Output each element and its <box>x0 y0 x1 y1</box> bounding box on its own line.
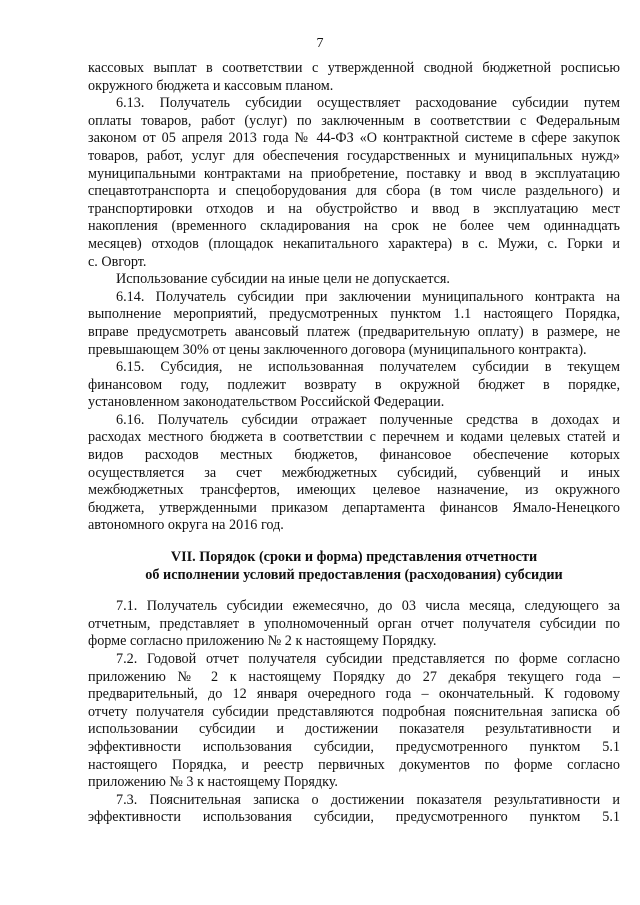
text-line: 6.15. Субсидия, не использованная получателем субсидии в текущем <box>116 359 620 376</box>
text-line: 6.13. Получатель субсидии осуществляет расходование субсидии путем <box>116 95 620 112</box>
text-line: превышающем 30% от цены заключенного договора (муниципального контракта). <box>88 341 587 358</box>
paragraph-6-15 <box>88 359 620 412</box>
text-line: осуществляется за счет межбюджетных субсидий, субвенций и иных <box>88 464 620 481</box>
text-line: 7.1. Получатель субсидии ежемесячно, до 03 числа месяца, следующего за <box>116 598 620 615</box>
text-line: эффективности использования субсидии, предусмотренного пунктом 5.1 <box>88 738 620 755</box>
paragraph-other-use <box>88 271 620 289</box>
text-line: выполнение мероприятий, предусмотренных пунктом 1.1 настоящего Порядка, <box>88 306 620 323</box>
text-line: оплаты товаров, работ (услуг) по заключенным в соответствии с Федеральным <box>88 112 620 129</box>
spacer <box>88 535 620 549</box>
text-line: видов расходов местных бюджетов, финансовое обеспечение которых <box>88 447 620 464</box>
paragraph-continuation <box>88 60 620 95</box>
text-line: настоящего Порядка, и реестр первичных документов по форме согласно <box>88 756 620 773</box>
paragraph-6-16 <box>88 412 620 535</box>
paragraph-7-2 <box>88 651 620 792</box>
spacer <box>88 584 620 598</box>
text-line: 6.16. Получатель субсидии отражает полученные средства в доходах и <box>116 411 620 428</box>
text-line: Использование субсидии на иные цели не допускается. <box>116 271 450 288</box>
text-line: финансовом году, подлежит возврату в окружной бюджет в порядке, <box>88 376 620 393</box>
text-line: межбюджетных трансфертов, имеющих целевое назначение, из окружного <box>88 482 620 499</box>
paragraph-7-1 <box>88 598 620 651</box>
text-line: установленном законодательством Российской Федерации. <box>88 394 445 411</box>
text-line: вправе предусмотреть авансовый платеж (предварительную оплату) в размере, не <box>88 323 620 340</box>
text-line: предварительный, до 12 января очередного года – окончательный. К годовому <box>88 686 620 703</box>
section-heading <box>88 549 620 584</box>
text-line: приложению № 3 к настоящему Порядку. <box>88 774 338 791</box>
text-line: автономного округа на 2016 год. <box>88 517 284 534</box>
document-body <box>88 60 620 827</box>
text-line: 6.14. Получатель субсидии при заключении муниципального контракта на <box>116 288 620 305</box>
text-line: эффективности использования субсидии, предусмотренного пунктом 5.1 <box>88 809 620 826</box>
text-line: месяцев) отходов (площадок некапитального характера) в с. Мужи, с. Горки и <box>88 235 620 252</box>
text-line: расходах местного бюджета в соответствии с перечнем и кодами целевых статей и <box>88 429 620 446</box>
text-line: 7.2. Годовой отчет получателя субсидии представляется по форме согласно <box>116 651 620 667</box>
paragraph-7-3 <box>88 792 620 827</box>
paragraph-6-14 <box>88 289 620 359</box>
text-line: товаров, работ, услуг для обеспечения государственных и муниципальных нужд» <box>88 147 620 164</box>
text-line: бюджета, утвержденными приказом департамента финансов Ямало-Ненецкого <box>88 499 620 516</box>
text-line: отчету получателя субсидии представляются подробная пояснительная записка об <box>88 703 620 720</box>
text-line: использовании субсидии и достижении показателя результативности и <box>88 721 620 738</box>
text-line: муниципальными контрактами на приобретение, поставку и ввод в эксплуатацию <box>88 165 620 182</box>
text-line: спецавтотранспорта и спецоборудования для сбора (в том числе раздельного) и <box>88 183 620 200</box>
text-line: транспортировки отходов и на обустройство и ввод в эксплуатацию мест <box>88 200 620 217</box>
text-line: с. Овгорт. <box>88 253 147 270</box>
text-line: окружного бюджета и кассовым планом. <box>88 77 334 94</box>
text-line: форме согласно приложению № 2 к настоящему Порядку. <box>88 633 437 650</box>
text-line: 7.3. Пояснительная записка о достижении показателя результативности и <box>116 791 620 808</box>
text-line: отчетным, представляет в уполномоченный орган отчет получателя субсидии по <box>88 615 620 632</box>
text-line: законом от 05 апреля 2013 года № 44-ФЗ «О контрактной системе в сфере закупок <box>88 130 620 147</box>
page-number: 7 <box>316 36 324 51</box>
text-line: накопления (временного складирования на срок не более чем одиннадцать <box>88 218 620 235</box>
section-heading-line-2: об исполнении условий предоставления (расходования) субсидии <box>145 566 563 583</box>
text-line: приложению № 2 к настоящему Порядку до 27 декабря текущего года – <box>88 668 620 685</box>
section-heading-line-1: VII. Порядок (сроки и форма) представления отчетности <box>170 549 538 566</box>
text-line: кассовых выплат в соответствии с утвержденной сводной бюджетной росписью <box>88 60 620 76</box>
paragraph-6-13 <box>88 95 620 271</box>
